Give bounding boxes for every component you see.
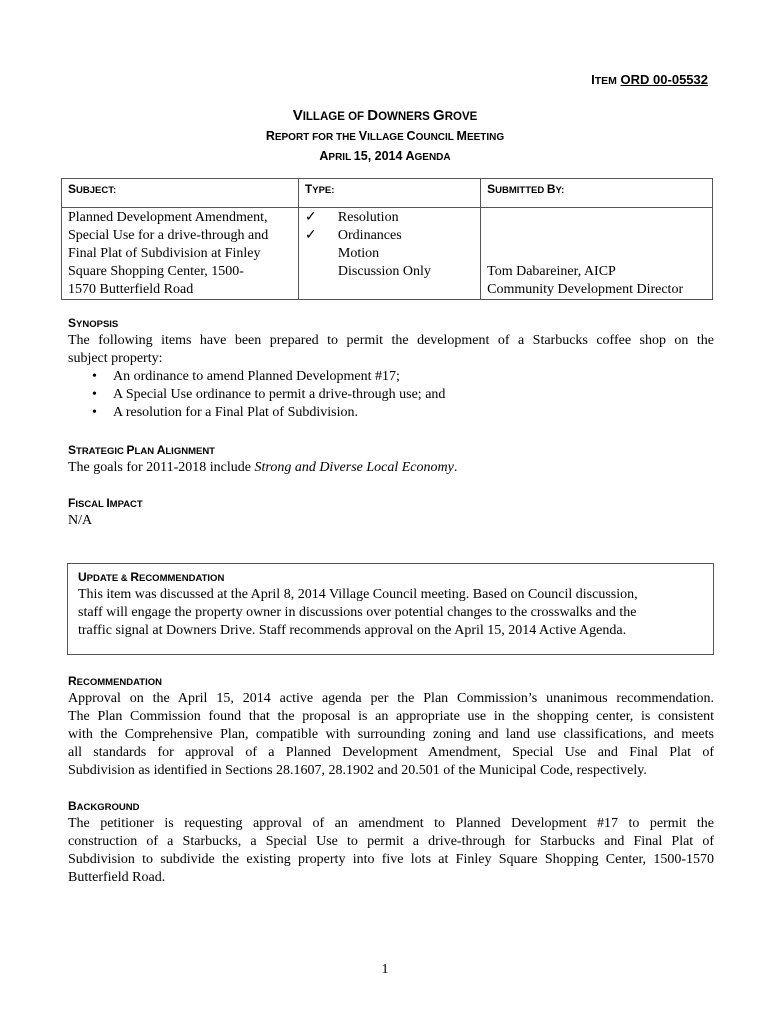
- header-table: [61, 178, 713, 300]
- subject-line: Planned Development Amendment,: [68, 210, 268, 225]
- strategic-plan-section: [68, 443, 714, 477]
- update-heading: UPDATE & RECOMMENDATION: [78, 570, 225, 584]
- recommendation-section: [68, 674, 714, 780]
- background-text: The petitioner is requesting approval of an amendment to Planned Development #17 to permit the: [68, 816, 714, 831]
- type-item-discussion-only: Discussion Only: [337, 264, 431, 279]
- type-item-resolution: ✓ Resolution: [304, 210, 399, 225]
- submitted-by-cell: [481, 208, 713, 300]
- update-text: staff will engage the property owner in discussions over potential changes to the crosswalks and the: [78, 605, 637, 620]
- submitter-title: Community Development Director: [487, 282, 684, 297]
- recommendation-text: with the Comprehensive Plan, compatible with surrounding zoning and land use classifications, and meets: [68, 727, 714, 742]
- title-village: VILLAGE OF DOWNERS GROVE: [292, 107, 478, 124]
- background-heading: BACKGROUND: [68, 799, 140, 813]
- synopsis-heading: SYNOPSIS: [68, 316, 119, 330]
- subject-line: 1570 Butterfield Road: [68, 282, 194, 297]
- fiscal-impact-text: N/A: [68, 513, 93, 528]
- type-item-ordinances: ✓ Ordinances: [304, 228, 402, 243]
- update-text: traffic signal at Downers Drive. Staff recommends approval on the April 15, 2014 Active Agenda.: [78, 623, 627, 638]
- recommendation-heading: RECOMMENDATION: [68, 674, 162, 688]
- subject-line: Square Shopping Center, 1500-: [68, 264, 244, 279]
- checkmark-icon: ✓: [304, 228, 317, 243]
- item-prefix-rest: TEM: [594, 75, 617, 87]
- document-title-block: [0, 106, 770, 167]
- background-section: [68, 799, 714, 887]
- page-number: 1: [381, 962, 389, 977]
- subject-cell: [62, 208, 299, 300]
- fiscal-impact-heading: FISCAL IMPACT: [68, 496, 143, 510]
- background-text: Subdivision to subdivide the existing property into five lots at Finley Square Shopping Center, 1500-1570: [68, 852, 714, 867]
- submitted-by-label: SUBMITTED BY:: [481, 179, 713, 208]
- recommendation-text: The Plan Commission found that the proposal is an appropriate use in the shopping center, is consistent: [68, 709, 714, 724]
- list-item: • A resolution for a Final Plat of Subdivision.: [92, 405, 358, 420]
- title-agenda-date: APRIL 15, 2014 AGENDA: [319, 149, 451, 163]
- recommendation-text: Approval on the April 15, 2014 active agenda per the Plan Commission’s unanimous recommendation.: [68, 691, 714, 706]
- strategic-plan-heading: STRATEGIC PLAN ALIGNMENT: [68, 443, 215, 457]
- list-item: • An ordinance to amend Planned Development #17;: [92, 369, 400, 384]
- subject-line: Special Use for a drive-through and: [68, 228, 269, 243]
- recommendation-text: all standards for approval of a Planned Development Amendment, Special Use and Final Plat of: [68, 745, 714, 760]
- title-report: REPORT FOR THE VILLAGE COUNCIL MEETING: [265, 129, 505, 143]
- synopsis-text: subject property:: [68, 351, 163, 366]
- subject-label: SUBJECT:: [62, 179, 299, 208]
- type-cell: [298, 208, 480, 300]
- item-number: [591, 72, 708, 87]
- subject-line: Final Plat of Subdivision at Finley: [68, 246, 261, 261]
- background-text: construction of a Starbucks, a Special Use to permit a drive-through for Starbucks and Final Plat of: [68, 834, 714, 849]
- strategic-plan-text: The goals for 2011-2018 include Strong and Diverse Local Economy.: [68, 460, 458, 475]
- update-recommendation-box: [67, 563, 714, 655]
- background-text: Butterfield Road.: [68, 870, 166, 885]
- type-item-motion: Motion: [337, 246, 380, 261]
- checkmark-icon: ✓: [304, 210, 317, 225]
- fiscal-impact-section: [68, 496, 714, 530]
- item-prefix-initial: I: [591, 72, 595, 87]
- synopsis-bullets: [68, 368, 714, 422]
- synopsis-section: [68, 316, 714, 422]
- list-item: • A Special Use ordinance to permit a drive-through use; and: [92, 387, 446, 402]
- type-label: TYPE:: [298, 179, 480, 208]
- update-text: This item was discussed at the April 8, 2014 Village Council meeting. Based on Council discussion,: [78, 587, 638, 602]
- type-list: [305, 209, 474, 281]
- recommendation-text: Subdivision as identified in Sections 28.1607, 28.1902 and 20.501 of the Municipal Code, respectively.: [68, 763, 647, 778]
- item-number-value: ORD 00-05532: [620, 72, 708, 87]
- synopsis-text: The following items have been prepared to permit the development of a Starbucks coffee shop on the: [68, 333, 714, 348]
- submitter-name: Tom Dabareiner, AICP: [487, 264, 616, 279]
